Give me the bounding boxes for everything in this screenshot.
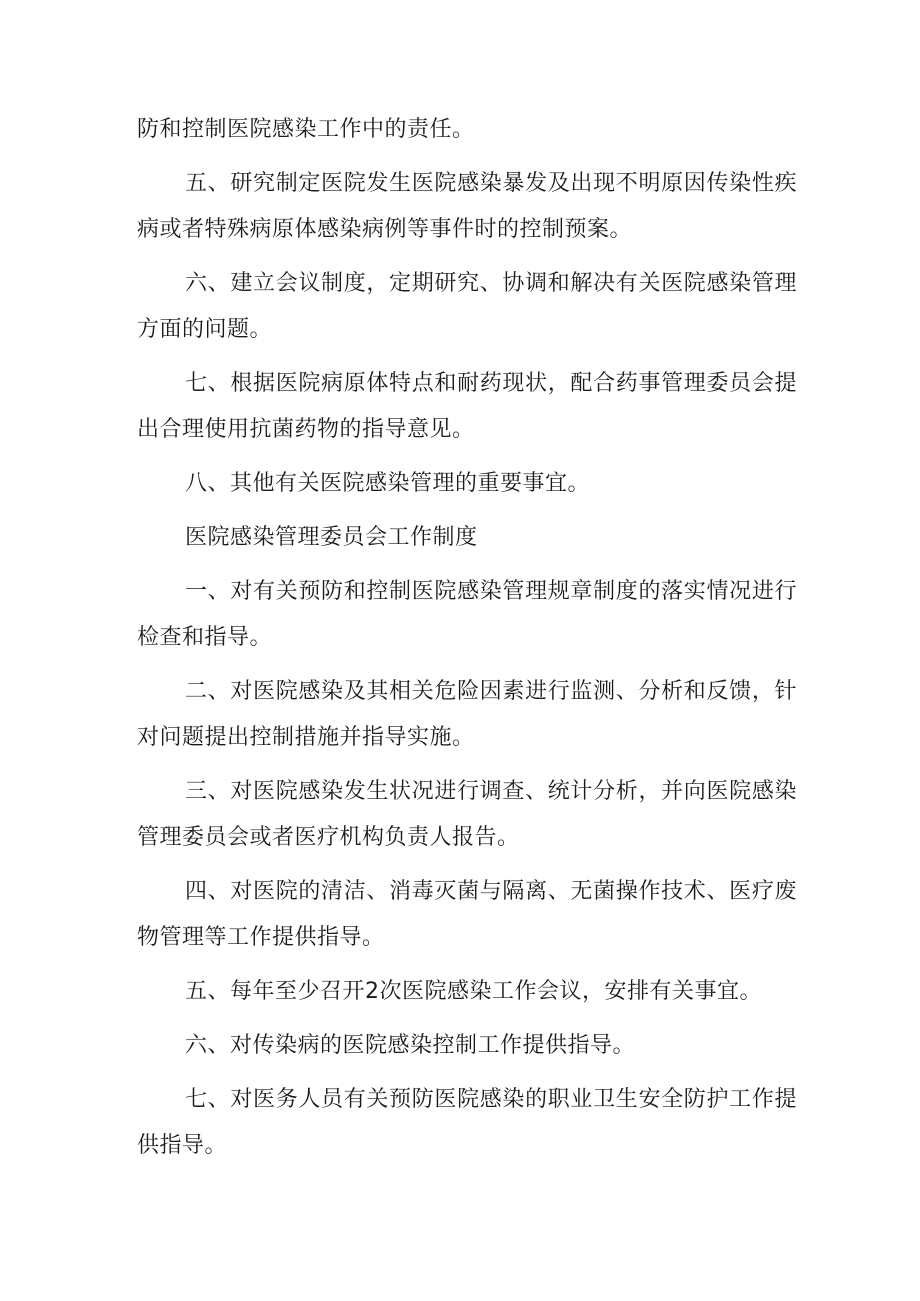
section-heading: 医院感染管理委员会工作制度 [185, 525, 478, 550]
paragraph-item-6-meeting: 六、建立会议制度，定期研究、协调和解决有关医院感染管理方面的问题。 [137, 271, 797, 342]
paragraph-item-7-antibiotics: 七、根据医院病原体特点和耐药现状，配合药事管理委员会提出合理使用抗菌药物的指导意见。 [137, 371, 797, 442]
paragraph-item-1-inspection: 一、对有关预防和控制医院感染管理规章制度的落实情况进行检查和指导。 [137, 579, 797, 650]
paragraph-item-5-meetings: 五、每年至少召开2次医院感染工作会议，安排有关事宜。 [185, 979, 762, 1004]
paragraph-item-6-infectious: 六、对传染病的医院感染控制工作提供指导。 [185, 1033, 636, 1058]
paragraph-item-8-other: 八、其他有关医院感染管理的重要事宜。 [185, 471, 591, 496]
document-body [137, 107, 797, 1169]
paragraph-continuation: 防和控制医院感染工作中的责任。 [137, 117, 475, 142]
paragraph-item-7-protection: 七、对医务人员有关预防医院感染的职业卫生安全防护工作提供指导。 [137, 1087, 797, 1158]
paragraph-item-3-investigation: 三、对医院感染发生状况进行调查、统计分析，并向医院感染管理委员会或者医疗机构负责人报告。 [137, 779, 797, 850]
paragraph-item-4-cleaning: 四、对医院的清洁、消毒灭菌与隔离、无菌操作技术、医疗废物管理等工作提供指导。 [137, 879, 797, 950]
paragraph-item-5-plan: 五、研究制定医院发生医院感染暴发及出现不明原因传染性疾病或者特殊病原体感染病例等事件时的控制预案。 [137, 171, 797, 242]
paragraph-item-2-monitoring: 二、对医院感染及其相关危险因素进行监测、分析和反馈，针对问题提出控制措施并指导实施。 [137, 679, 797, 750]
